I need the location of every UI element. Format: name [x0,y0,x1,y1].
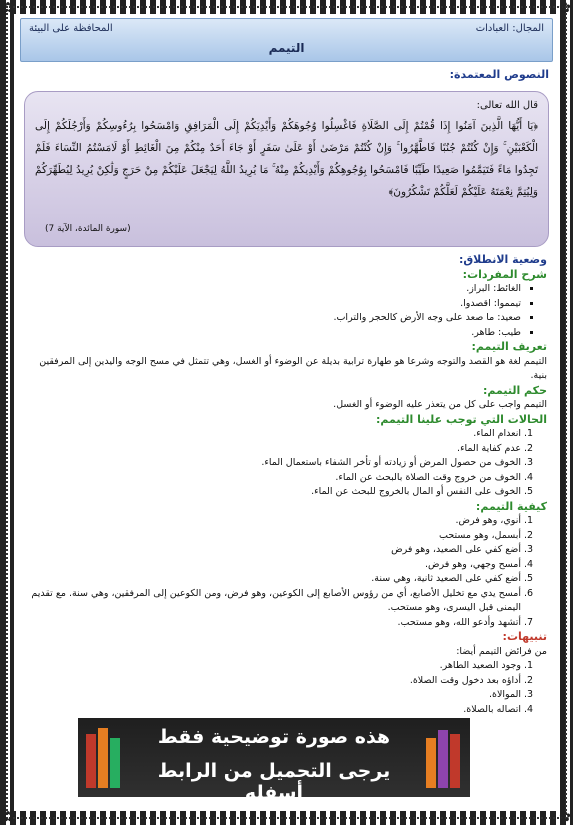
starting-situation-heading: وضعية الانطلاق: [458,253,547,266]
verse-reference: (سورة المائدة، الآية 7) [45,224,131,234]
notes-list [26,659,521,717]
list-item: 6. أمسح يدي مع تخليل الأصابع، أي من رؤوس الأصابع إلى الكوعين، وهو فرض، ومن الكوعين إلى المرفقين، وهي سنة. مع تقديم اليمنى قبل اليسرى، وهو مستحب. [26,587,521,616]
list-item: 4. أمسح وجهي، وهو فرض. [26,558,521,573]
corner-ornament-icon: ✿ [2,809,14,825]
list-item: 7. أتشهد وأدعو الله، وهو مستحب. [26,616,521,631]
cases-list [26,427,521,500]
lesson-title: التيمم [268,41,305,55]
list-item: ▪ تيمموا: اقصدوا. [26,297,521,312]
list-item: 2. أبسمل، وهو مستحب [26,529,521,544]
list-item: 3. الموالاة. [26,688,521,703]
list-item: 1. انعدام الماء. [26,427,521,442]
list-item: 5. أضع كفي على الصعيد ثانية، وهي سنة. [26,572,521,587]
banner-line-2: يرجى التحميل من الرابط أسفله [157,760,391,804]
verse-text: ﴿يَا أَيُّهَا الَّذِينَ آمَنُوا إِذَا قُمْتُمْ إِلَى الصَّلَاةِ فَاغْسِلُوا وُجُوهَكُمْ وَأَيْدِيَكُمْ إِلَى الْمَرَافِقِ وَامْسَحُوا بِرُءُوسِكُمْ وَأَرْجُلَكُمْ إِلَى الْكَعْبَيْنِ ۚ وَإِنْ كُنْتُمْ جُنُبًا فَاطَّهَّرُوا ۚ وَإِنْ كُنْتُمْ مَرْضَىٰ أَوْ عَلَىٰ سَفَرٍ أَوْ جَاءَ أَحَدٌ مِنْكُمْ مِنَ الْغَائِطِ أَوْ لَامَسْتُمُ النِّسَاءَ فَلَمْ تَجِدُوا مَاءً فَتَيَمَّمُوا صَعِيدًا طَيِّبًا فَامْسَحُوا بِوُجُوهِكُمْ وَأَيْدِيكُمْ مِنْهُ ۚ مَا يُرِيدُ اللَّهُ لِيَجْعَلَ عَلَيْكُمْ مِنْ حَرَجٍ وَلَٰكِنْ يُرِيدُ لِيُطَهِّرَكُمْ وَلِيُتِمَّ نِعْمَتَهُ عَلَيْكُمْ لَعَلَّكُمْ تَشْكُرُونَ﴾ [35,120,538,198]
school-label: المحافظة على البيئة [29,23,113,34]
list-item: ▪ طيب: طاهر. [26,326,521,341]
books-icon [424,724,464,790]
verse-intro: قال الله تعالى: [476,100,538,111]
corner-ornament-icon: ✿ [2,0,14,16]
corner-ornament-icon: ✿ [559,0,571,16]
notes-intro: من فرائض التيمم أيضا: [456,645,547,657]
list-item: 2. أداؤه بعد دخول وقت الصلاة. [26,674,521,689]
list-item: 2. عدم كفاية الماء. [26,442,521,457]
list-item: 4. اتصاله بالصلاة. [26,703,521,718]
preview-watermark-banner [78,718,470,804]
ruling-heading: حكم التيمم: [482,383,547,397]
definition-heading: تعريف التيمم: [471,340,547,353]
definition-text: التيمم لغة هو القصد والتوجه وشرعا هو طهارة ترابية بديلة عن الوضوء أو الغسل، وهي تتمثل في مسح الوجه واليدين إلى المرفقين بنية. [39,355,547,381]
banner-line-1: هذه صورة توضيحية فقط [157,726,391,748]
corner-ornament-icon: ✿ [559,809,571,825]
lesson-header [20,18,553,62]
vocab-heading: شرح المفردات: [462,267,547,281]
verse-box [24,91,549,247]
how-heading: كيفية التيمم: [475,499,547,513]
texts-heading: النصوص المعتمدة: [449,68,549,81]
list-item: 3. الخوف من حصول المرض أو زيادته أو تأخر الشفاء باستعمال الماء. [26,456,521,471]
how-list [26,514,521,630]
list-item: 5. الخوف على النفس أو المال بالخروج للبحث عن الماء. [26,485,521,500]
ruling-text: التيمم واجب على كل من يتعذر عليه الوضوء أو الغسل. [333,399,547,410]
lesson-content [26,253,547,717]
list-item: ▪ صعيد: ما صعد على وجه الأرض كالحجر والتراب. [26,311,521,326]
books-icon [84,724,124,790]
list-item: 1. أنوي، وهو فرض. [26,514,521,529]
vocab-list [26,282,521,340]
document-page [14,14,559,811]
list-item: ▪ الغائط: البراز. [26,282,521,297]
field-label: المجال: العبادات [475,23,544,34]
notes-heading: تنبيهات: [502,630,547,643]
list-item: 4. الخوف من خروج وقت الصلاة بالبحث عن الماء. [26,471,521,486]
list-item: 3. أضع كفي على الصعيد، وهو فرض [26,543,521,558]
list-item: 1. وجود الصعيد الطاهر. [26,659,521,674]
cases-heading: الحالات التي توجب علينا التيمم: [375,412,547,426]
